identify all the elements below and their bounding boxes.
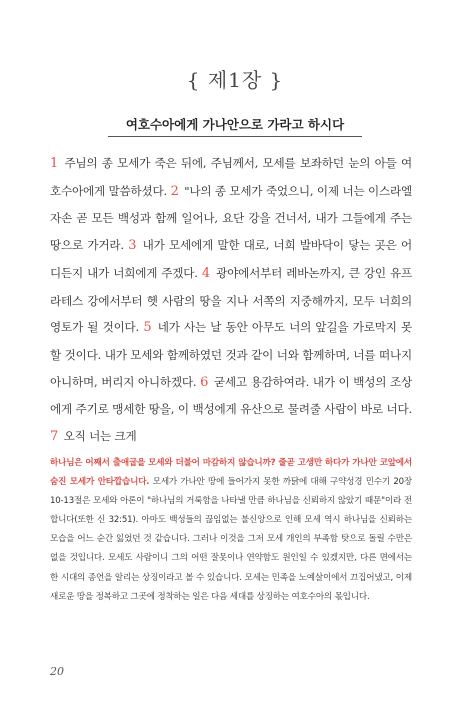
commentary-box — [50, 454, 412, 607]
verse-text: "나의 종 모세가 죽었으니, 이제 너는 이스라엘 자손 곧 모든 백성과 함께 일어나, 요단 강을 건너서, 내가 그들에게 주는 땅으로 가거라. — [50, 183, 412, 253]
verse-text: 내가 모세에게 말한 대로, 너희 발바닥이 닿는 곳은 어디든지 내가 너희에게 주겠다. — [50, 238, 412, 280]
commentary-question: 하나님은 어째서 출애굽을 모세와 더불어 마감하지 않습니까? 줄곧 고생만 하다가 가나안 코앞에서 숨진 모세가 안타깝습니다. — [50, 458, 412, 488]
page-number: 20 — [50, 665, 64, 678]
heading-underline — [108, 136, 362, 137]
chapter-title: { 제1장 } — [186, 68, 284, 92]
verse-number: 4 — [201, 265, 210, 281]
verse-number: 7 — [50, 429, 59, 445]
verse-number: 5 — [143, 320, 152, 336]
verse-text: 네가 사는 날 동안 아무도 너의 앞길을 가로막지 못할 것이다. 내가 모세와 함께하였던 것과 같이 너와 함께하며, 너를 떠나지 아니하며, 버리지 아니하겠다. — [50, 320, 412, 389]
commentary-body: 모세가 가나안 땅에 들어가지 못한 까닭에 대해 구약성경 민수기 20장 10-13절은 모세와 아론이 "하나님의 거룩함을 나타낼 만큼 하나님을 신뢰하지 않았기 때문"이라 전합니다(또한 신 32:51). 아마도 백성들의 끊임없는 불신앙으로 인해 모세 역시 하나님을 신뢰하는 모습을 어느 순간 잃었던 것 같습니다. 그러나 이것을 그저 모세 개인의 부족함 탓으로 돌릴 수만은 없을 것입니다. 모세도 사람이니 그의 어떤 잘못이나 연약함도 원인일 수 있겠지만, 다른 면에서는 한 시대의 종언을 알리는 상징이라고 볼 수 있습니다. 모세는 민족을 노예살이에서 끄집어냈고, 이제 새로운 땅을 정복하고 그곳에 정착하는 일은 다음 세대를 상징하는 여호수아의 몫입니다. — [50, 477, 412, 602]
verse-number: 6 — [200, 374, 209, 390]
verse-text: 광야에서부터 레바논까지, 큰 강인 유프라테스 강에서부터 헷 사람의 땅을 지나 서쪽의 지중해까지, 모두 너희의 영토가 될 것이다. — [50, 265, 412, 335]
verse-text: 오직 너는 크게 — [63, 429, 137, 444]
verse-number: 3 — [128, 238, 137, 254]
verse-7 — [50, 429, 137, 443]
verse-text: 굳세고 용감하여라. 내가 이 백성의 조상에게 주기로 맹세한 땅을, 이 백성에게 유산으로 물려줄 사람이 바로 너다. — [50, 374, 412, 417]
verse-text: 주님의 종 모세가 죽은 뒤에, 주님께서, 모세를 보좌하던 눈의 아들 여호수아에게 말씀하셨다. — [50, 156, 412, 198]
section-heading: 여호수아에게 가나안으로 가라고 하시다 — [125, 117, 345, 132]
verse-number: 2 — [170, 183, 179, 199]
scripture-passage — [50, 150, 412, 451]
verse-number: 1 — [50, 156, 59, 171]
